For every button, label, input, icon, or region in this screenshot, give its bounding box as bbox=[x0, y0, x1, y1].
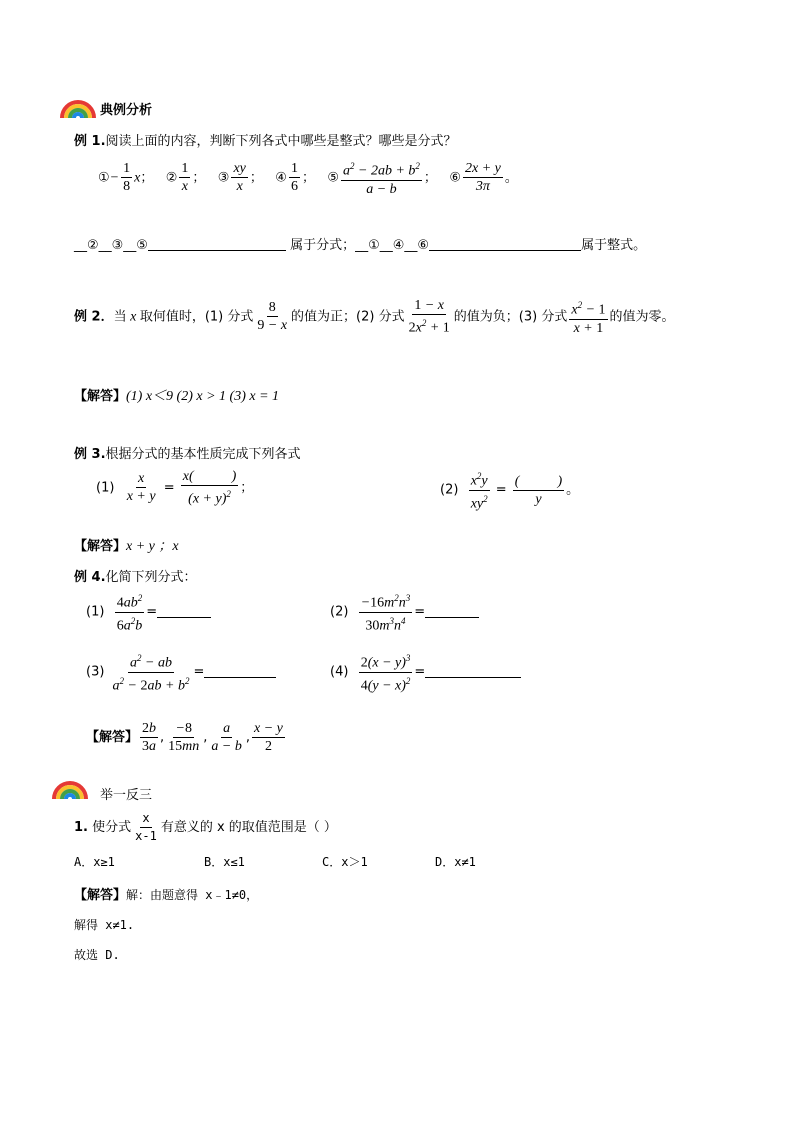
q1-option-c[interactable]: C．x＞1 bbox=[322, 855, 368, 869]
q1-solution-3: 故选 D. bbox=[74, 948, 120, 962]
ex2-answer: 【解答】(1) x＜9 (2) x > 1 (3) x = 1 bbox=[74, 389, 280, 404]
q1-option-b[interactable]: B．x≤1 bbox=[204, 855, 245, 869]
ex4-item1: (1) $\frac{4ab^2}{6a^2b}$ = bbox=[86, 590, 211, 634]
section-title-examples: 典例分析 bbox=[100, 103, 153, 118]
ex2-question: 例 2．当 x 取何值时，(1) 分式 $\frac{8}{9 - x}$ 的值为正；(2) 分式 $\frac{1 - x}{2x^2 + 1}$ 的值为负；(3) 分式 $\frac{x^2 - 1}{x + 1}$ 的值为零。 bbox=[74, 298, 675, 336]
ex1-answer: __②__③__⑤ 属于分式；__①__④__⑥ 属于整式。 bbox=[74, 238, 647, 253]
q1-solution-1: 【解答】解：由题意得 x﹣1≠0， bbox=[74, 888, 259, 903]
rainbow-icon bbox=[60, 97, 96, 123]
ex1-question: 例 1.阅读上面的内容，判断下列各式中哪些是整式？哪些是分式？ bbox=[74, 134, 457, 149]
q1-solution-2: 解得 x≠1. bbox=[74, 918, 135, 932]
ex3-answer: 【解答】x + y ；x bbox=[74, 539, 179, 554]
section-title-practice: 举一反三 bbox=[100, 788, 153, 803]
ex4-item2: (2) $\frac{-16m^2n^3}{30m^3n^4}$ = bbox=[330, 590, 479, 634]
ex3-item1: (1) $\frac{x}{x + y}$ = $\frac{x( )}{(x + y)^2}$ ； bbox=[96, 469, 254, 507]
q1-option-a[interactable]: A．x≥1 bbox=[74, 855, 115, 869]
q1-question: 1. 使分式 $\frac{x}{x-1}$ 有意义的 x 的取值范围是（ ） bbox=[74, 811, 337, 843]
ex4-question: 例 4.化简下列分式： bbox=[74, 570, 197, 585]
ex3-item2: (2) $\frac{x^2y}{xy^2}$ = $\frac{( )}{y}$ 。 bbox=[440, 468, 579, 512]
ex4-item3: (3) $\frac{a^2 - ab}{a^2 - 2ab + b^2}$ = bbox=[86, 650, 276, 694]
ex1-expressions: ①− $\frac{1}{8}$ x； ② $\frac{1}{x}$ ； ③ $\frac{xy}{x}$ ； ④ $\frac{1}{6}$ ； ⑤ $\frac{a^2 - 2ab + b^2}{a - b}$ ； ⑥ $\frac{2x + y}{3\pi}$ 。 bbox=[98, 158, 518, 198]
ex4-item4: (4) $\frac{2(x - y)^3}{4(y - x)^2}$ = bbox=[330, 650, 521, 694]
q1-option-d[interactable]: D．x≠1 bbox=[435, 855, 476, 869]
ex3-question: 例 3.根据分式的基本性质完成下列各式 bbox=[74, 447, 301, 462]
ex4-answer: 【解答】 $\frac{2b}{3a}$ , $\frac{-8}{15mn}$ , $\frac{a}{a - b}$ , $\frac{x - y}{2}$ bbox=[86, 721, 283, 754]
rainbow-icon bbox=[52, 778, 88, 804]
